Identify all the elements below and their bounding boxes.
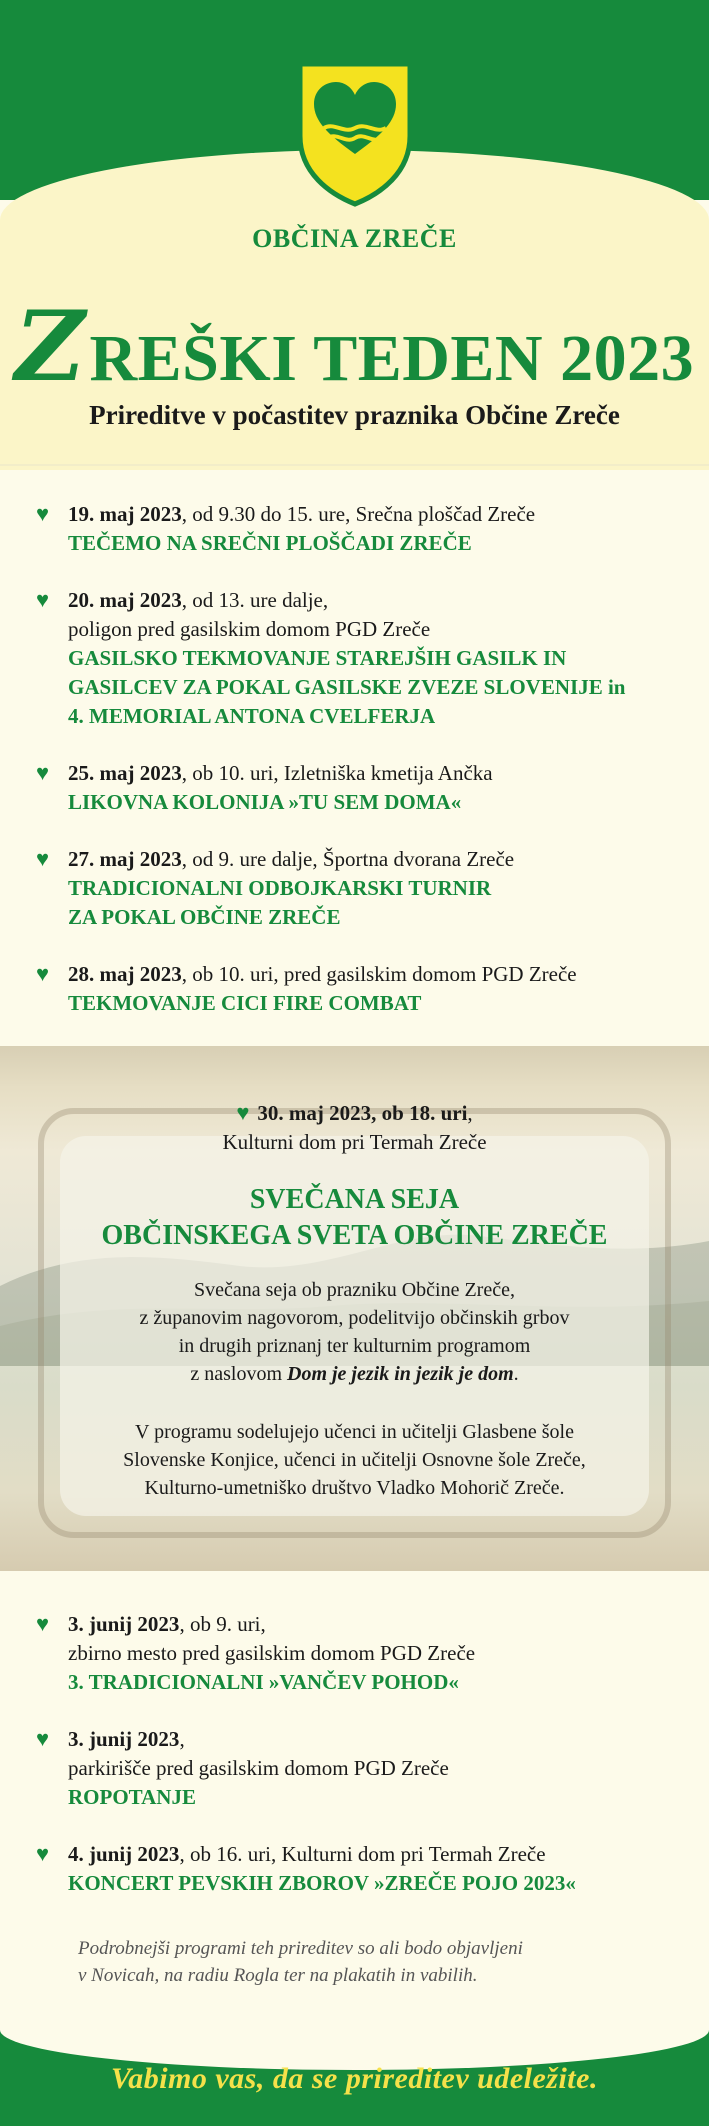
- invitation-text: Vabimo vas, da se prireditev udeležite.: [111, 2062, 598, 2095]
- event-location: poligon pred gasilskim domom PGD Zreče: [68, 617, 431, 641]
- session-date: 30. maj 2023, ob 18. uri: [257, 1101, 468, 1125]
- heart-icon: ♥: [36, 846, 50, 871]
- event-date: 4. junij 2023: [68, 1842, 180, 1866]
- event-title: TEČEMO NA SREČNI PLOŠČADI ZREČE: [68, 531, 472, 555]
- heart-icon: ♥: [36, 501, 50, 526]
- heart-icon: ♥: [236, 1100, 250, 1125]
- event-list-bottom: [36, 1610, 696, 1926]
- event-list-top: [36, 500, 696, 1046]
- municipal-crest-logo: [290, 58, 420, 208]
- page-title: [0, 290, 709, 403]
- event-title: GASILSKO TEKMOVANJE STAREJŠIH GASILK IN: [68, 646, 567, 670]
- event-item: [36, 759, 696, 817]
- event-item: [36, 1725, 696, 1812]
- event-title-line2: ZA POKAL OBČINE ZREČE: [68, 905, 341, 929]
- event-item: [36, 960, 696, 1018]
- session-program: [0, 1418, 709, 1502]
- event-date: 3. junij 2023: [68, 1612, 180, 1636]
- event-date: 28. maj 2023: [68, 962, 182, 986]
- program-name: Dom je jezik in jezik je dom: [287, 1363, 514, 1385]
- event-item: [36, 1840, 696, 1898]
- program-line2: Slovenske Konjice, učenci in učitelji Osnovne šole Zreče,: [123, 1449, 586, 1471]
- event-date: 25. maj 2023: [68, 761, 182, 785]
- event-details: , od 9. ure dalje, Športna dvorana Zreče: [181, 847, 515, 871]
- title-initial: Z: [14, 290, 86, 403]
- event-title: LIKOVNA KOLONIJA »TU SEM DOMA«: [68, 790, 462, 814]
- session-panel: [0, 1046, 709, 1571]
- desc-line2: z županovim nagovorom, podelitvijo občinskih grbov: [139, 1307, 570, 1329]
- event-title: TEKMOVANJE CICI FIRE COMBAT: [68, 991, 422, 1015]
- event-details: , od 13. ure dalje,: [181, 588, 329, 612]
- desc-line4-end: .: [513, 1363, 519, 1385]
- event-title: TRADICIONALNI ODBOJKARSKI TURNIR: [68, 876, 492, 900]
- event-item: [36, 1610, 696, 1697]
- municipality-name: OBČINA ZREČE: [252, 224, 457, 253]
- event-details: , od 9.30 do 15. ure, Srečna ploščad Zreče: [181, 502, 536, 526]
- session-datetime: ♥ 30. maj 2023, ob 18. uri, Kulturni dom pri Termah Zreče: [222, 1100, 487, 1154]
- event-date: 20. maj 2023: [68, 588, 182, 612]
- event-title: ROPOTANJE: [68, 1785, 196, 1809]
- session-place: Kulturni dom pri Termah Zreče: [222, 1130, 487, 1154]
- heart-icon: ♥: [36, 1611, 50, 1636]
- desc-line1: Svečana seja ob prazniku Občine Zreče,: [194, 1279, 515, 1301]
- heart-icon: ♥: [36, 1841, 50, 1866]
- heart-icon: ♥: [36, 1726, 50, 1751]
- event-date: 27. maj 2023: [68, 847, 182, 871]
- event-location: zbirno mesto pred gasilskim domom PGD Zreče: [68, 1641, 476, 1665]
- event-title-line3: 4. MEMORIAL ANTONA CVELFERJA: [68, 704, 436, 728]
- footnote-line2: v Novicah, na radiu Rogla ter na plakatih in vabilih.: [78, 1965, 478, 1986]
- desc-line4: z naslovom: [190, 1363, 287, 1385]
- event-details: , ob 10. uri, pred gasilskim domom PGD Zreče: [181, 962, 577, 986]
- page-subtitle: Prireditve v počastitev praznika Občine Zreče: [89, 400, 620, 430]
- session-description: [0, 1276, 709, 1388]
- title-rest: REŠKI TEDEN 2023: [89, 322, 695, 395]
- event-item: [36, 500, 696, 558]
- heart-icon: ♥: [36, 587, 50, 612]
- event-details: ,: [179, 1727, 185, 1751]
- session-title-line2: OBČINSKEGA SVETA OBČINE ZREČE: [101, 1220, 608, 1251]
- event-item: [36, 845, 696, 932]
- heart-icon: ♥: [36, 760, 50, 785]
- footnote: [78, 1935, 638, 1989]
- event-details: , ob 10. uri, Izletniška kmetija Ančka: [181, 761, 493, 785]
- program-line3: Kulturno-umetniško društvo Vladko Mohorič Zreče.: [144, 1477, 565, 1499]
- event-title: 3. TRADICIONALNI »VANČEV POHOD«: [68, 1670, 459, 1694]
- event-title: KONCERT PEVSKIH ZBOROV »ZREČE POJO 2023«: [68, 1871, 576, 1895]
- desc-line3: in drugih priznanj ter kulturnim programom: [178, 1335, 531, 1357]
- event-date: 19. maj 2023: [68, 502, 182, 526]
- event-date: 3. junij 2023: [68, 1727, 180, 1751]
- session-title-line1: SVEČANA SEJA: [249, 1184, 460, 1215]
- program-line1: V programu sodelujejo učenci in učitelji Glasbene šole: [135, 1421, 574, 1443]
- event-details: , ob 9. uri,: [179, 1612, 266, 1636]
- session-title: [0, 1182, 709, 1254]
- event-location: parkirišče pred gasilskim domom PGD Zreče: [68, 1756, 449, 1780]
- event-details: , ob 16. uri, Kulturni dom pri Termah Zreče: [179, 1842, 546, 1866]
- divider: [0, 464, 709, 466]
- event-item: [36, 586, 696, 731]
- event-title-line2: GASILCEV ZA POKAL GASILSKE ZVEZE SLOVENIJE in: [68, 675, 626, 699]
- footnote-line1: Podrobnejši programi teh prireditev so ali bodo objavljeni: [78, 1938, 523, 1959]
- heart-icon: ♥: [36, 961, 50, 986]
